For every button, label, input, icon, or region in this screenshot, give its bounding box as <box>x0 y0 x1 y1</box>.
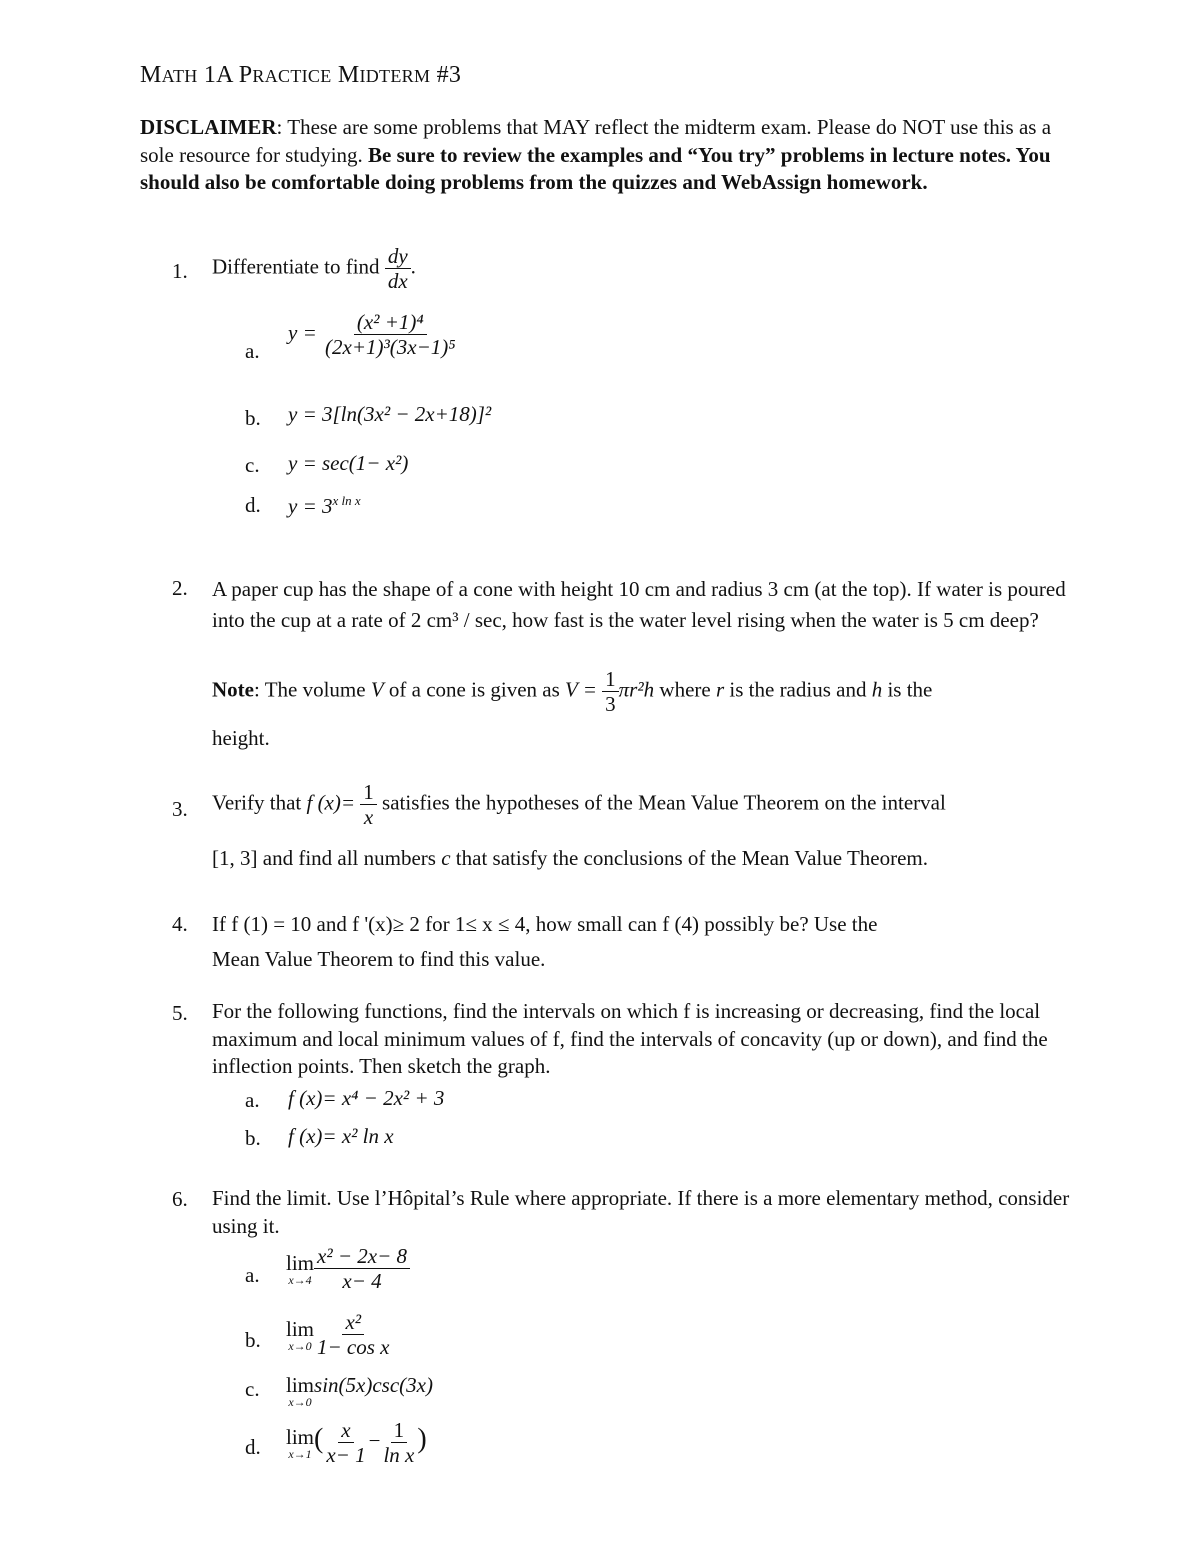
problem-2-note-end: height. <box>212 726 270 750</box>
problem-6d-expr: lim x→1 ( $\frac{x}{x- 1}$ − $\frac{1}{\text{ln x}}$ ) <box>286 1418 427 1468</box>
problem-6a-expr: lim x→4 $\frac{\text{x² − 2x− 8}}{x- 4}$ <box>286 1244 410 1293</box>
problem-6b-label: b. <box>245 1328 261 1352</box>
problem-1a-label: a. <box>245 339 260 363</box>
problem-5b-label: b. <box>245 1126 261 1150</box>
problem-5a-expr: f (x)= x⁴ − 2x² + 3 <box>288 1086 445 1110</box>
problem-5-number: 5. <box>172 1001 188 1025</box>
problem-6c-expr: lim x→0 sin(5x)csc(3x) <box>286 1373 433 1409</box>
problem-3-line2: [1, 3] and find all numbers c that satisfy the conclusions of the Mean Value Theorem. <box>212 846 928 870</box>
problem-6d-label: d. <box>245 1435 261 1459</box>
problem-2-note: Note: The volume V of a cone is given as V = $\frac{1}{3}$ πr²h where r is the radius and h is the <box>212 667 933 717</box>
disclaimer: DISCLAIMER: These are some problems that MAY reflect the midterm exam. Please do NOT use this as a sole resource for studying. Be sure to review the examples and “You try” problems in lecture notes. You should also be comfortable doing problems from the quizzes and WebAssign homework. <box>140 115 1052 194</box>
problem-3-line1: Verify that f (x)= $\frac{1}{x}$ satisfies the hypotheses of the Mean Value Theorem on the interval <box>212 780 946 830</box>
problem-5b-expr: f (x)= x² ln x <box>288 1124 394 1148</box>
problem-3-number: 3. <box>172 797 188 821</box>
problem-5a-label: a. <box>245 1088 260 1112</box>
problem-1d-label: d. <box>245 493 261 517</box>
problem-1d-expr: $y = 3^{x ln x}$ <box>288 493 361 518</box>
problem-1-number: 1. <box>172 259 188 283</box>
problem-5-text: For the following functions, find the intervals on which f is increasing or decreasing, find the local maximum and local minimum values of f, find the intervals of concavity (up or down), and find the inflection points. Then sketch the graph. <box>212 999 1048 1078</box>
disclaimer-bold: Be sure to review the examples and “You try” problems in lecture notes. You should also be comfortable doing problems from the quizzes and WebAssign homework. <box>140 142 1051 194</box>
disclaimer-label: DISCLAIMER <box>140 115 277 139</box>
problem-4-line1: If f (1) = 10 and f '(x)≥ 2 for 1≤ x ≤ 4, how small can f (4) possibly be? Use the <box>212 912 878 936</box>
page-title: MATH 1A PRACTICE MIDTERM #3 <box>140 62 462 88</box>
problem-6a-label: a. <box>245 1263 260 1287</box>
problem-1b-label: b. <box>245 406 261 430</box>
problem-4-line2: Mean Value Theorem to find this value. <box>212 947 546 971</box>
problem-6c-label: c. <box>245 1377 260 1401</box>
problem-1-text: Differentiate to find $\frac{dy}{dx}$ . <box>212 244 416 294</box>
problem-1a-expr: y = $\frac{\text{(x² +1)⁴}}{\text{(2x+1)³(3x−1)⁵}}$ <box>288 310 456 360</box>
problem-4-number: 4. <box>172 912 188 936</box>
problem-1b-expr: y = 3[ln(3x² − 2x+18)]² <box>288 402 492 426</box>
problem-6-text: Find the limit. Use l’Hôpital’s Rule where appropriate. If there is a more elementary method, consider using it. <box>212 1186 1070 1238</box>
problem-2-number: 2. <box>172 576 188 600</box>
problem-1c-label: c. <box>245 453 260 477</box>
problem-6-number: 6. <box>172 1187 188 1211</box>
problem-6b-expr: lim x→0 $\frac{\text{x²}}{\text{1− cos x}}$ <box>286 1310 390 1360</box>
problem-2-text: A paper cup has the shape of a cone with height 10 cm and radius 3 cm (at the top). If water is poured into the cup at a rate of 2 cm³ / sec, how fast is the water level rising when the water is 5 cm deep? <box>212 577 1066 632</box>
problem-1c-expr: y = sec(1− x²) <box>288 451 409 475</box>
